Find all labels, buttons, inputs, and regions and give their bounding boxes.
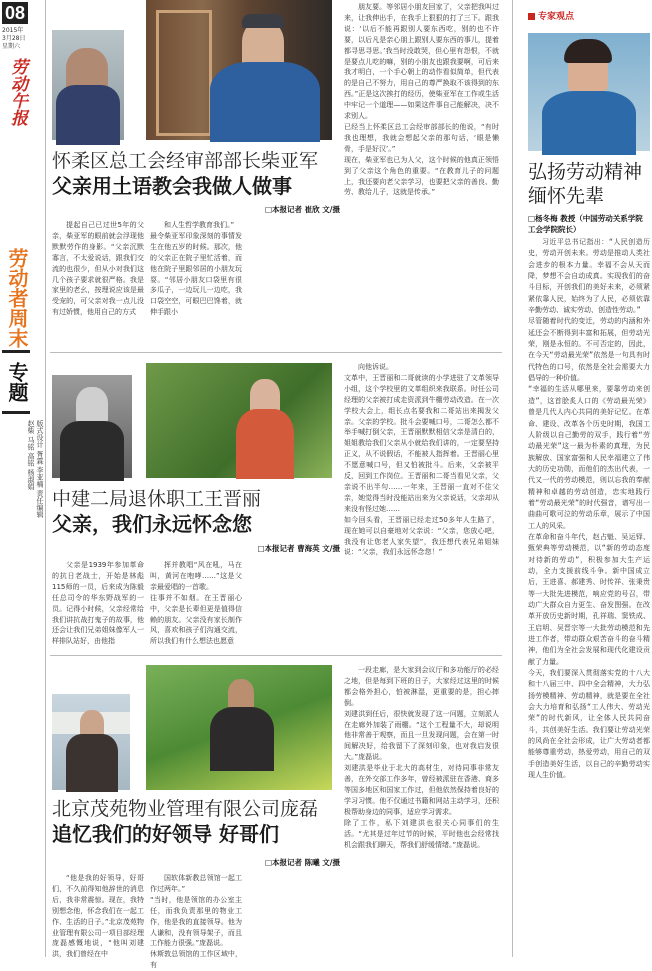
- page-number: 08: [2, 2, 28, 24]
- tag-square-icon: [528, 13, 535, 20]
- article1-photo-elderly-father: [52, 30, 124, 140]
- article1-body-col1: [52, 220, 144, 317]
- expert-text: 习近平总书记指出：“人民创造历史，劳动开创未来。劳动是推动人类社会进步的根本力量。幸福不会从天而降，梦想不会自动成真。实现我们的奋斗目标，开创我们的美好未来，必须紧紧依靠人民，始终为了人民，必须依靠辛勤劳动、诚实劳动、创造性劳动。” 尽管随着时代的变迁，劳动的内涵和外延还会不断得到丰富和拓展，但劳动光荣，刚是永恒的。不可否定的，因此，在今天“劳动最光荣”依然是一句具有时代特色的口号，依然是全社会需要大力倡导的一种价值。 “幸福的生活从哪里来，要靠劳动来创造”，这首脍炙人口的《劳动最光荣》曾是几代人内心共同的美好记忆。在革命、建设、改革各个历史时期，我国工人阶级以自己勤劳的双手，践行着“劳动最光荣”这一最为朴素的真理，为民族解放、国家富强和人民幸福建立了伟大的历史功勋，而他们的杰出代表，一代又一代的劳动模范，则以忘我的奉献精神和卓越的劳动创造，忠实地践行着“劳动最光荣”的时代强音，谱写出一曲曲可歌可泣的劳动乐章，展示了中国工人的风采。 在革命和奋斗年代，赵占魁、吴运铎、甄荣典等劳动模范，以“新的劳动态度对待新的劳动”，积极参加大生产运动，全力支援前线斗争。新中国成立后，王进喜、郝建秀、时传祥、张秉贵等一大批先进模范，响应党的号召，带动广大群众自力更生、奋发图强。在改革开放历史新时期，孔祥瑞、窦铁成、王启明、吴晋宗等一大批劳动模范和先进工作者，带动群众艰苦奋斗的奋斗精神，他们为全社会发展和现代化建设贡献了力量。 今天，我们要深入贯彻落实党的十八大和十八届三中、四中全会精神，大力弘扬劳模精神、劳动精神，就是要在全社会大力培育和弘扬“工人伟大、劳动光荣”的时代新风，让全体人民共同奋斗，共创美好生活。我们要让劳动光荣的风尚在全社会形成，让广大劳动者都能够尊重劳动，热爱劳动，用自己的双手创造美好生活，以自己的辛勤劳动实现人生价值。: [528, 238, 650, 780]
- article2-title-line1: 中建二局退休职工王晋丽: [52, 488, 262, 510]
- article-divider-1: [50, 352, 502, 353]
- expert-body: [528, 237, 650, 955]
- article1-text-col1: 提起自己已过世5年的父亲，柴亚军的眼前就会浮现他默默劳作的身影。“父亲沉默寡言，不太爱说话，跟我们交流的也很少，但从小对我们这几个孩子要求就很严格。我是家里的老幺，按理说应该是最受宠的，可父亲对我一点儿没有过娇惯，他用自己的方式: [52, 221, 144, 317]
- date-day: 3月28日: [2, 35, 26, 42]
- article3-text-col1: “他是我的好领导，好哥们，不久前得知他辞世的消息后，我非常震惊。现在，我特别想念他，怀念我们在一起工作、生活的日子。”北京茂苑物业管理有限公司一项目部经理庞磊感慨地说，“他叫刘建洪，我们曾经在中: [52, 874, 144, 959]
- editor-credits: 版式设计 胥霖 李亚楠 责任编辑 赵柴 马铭 高铭 杨淑娟: [27, 420, 44, 518]
- issue-date: [2, 27, 42, 51]
- rail-divider: [45, 0, 46, 957]
- article3-body-col2: [150, 873, 242, 970]
- article2-body-col3: [344, 362, 499, 644]
- article3-text-col3: 一段走廊，是大家到会议厅和多功能厅的必经之地，但是每到下班的日子，大家经过这里的时候都会格外担心，怕被淋湿，更重要的是，担心摔倒。 刘建洪到任后，很快就发现了这一问题，立刻派人在走廊外加装了雨棚。“这个工程量不大，却说明他非常善于观察，而且一旦发现问题，会在第一时间解决好，给我留下了深刻印象，也对我启发很大。”庞磊说。 刘建洪是毕业于北大的高材生，对待同事非常友善，在外交部工作多年，曾经被派驻在香港、商多等国多地区和国家工作过，但他依然保持着良好的学习习惯。他不仅通过书籍和网站主动学习，还积极帮助身边的同事，适应学习需求。 除了工作，私下刘建洪也很关心同事们的生活。“尤其是过年过节的时候，平时他也会经常找机会跟我们聊天，帮我们舒缓情绪。”庞磊说。: [344, 666, 499, 849]
- article1-text-col2: 和人生哲学教育我们。” 最令柴亚军印象深刻的事情发生在他五岁的时候。那次，他的父亲正在院子里忙活着，而他在院子里跟邻居的小朋友玩耍。“邻居小朋友口袋里有很多瓜子，一边玩儿一边吃，我口袋空空，可眼巴巴馋着，就伸手跟小: [150, 221, 242, 317]
- expert-tag-label: 专家观点: [538, 12, 575, 22]
- expert-byline: □杨冬梅 教授（中国劳动关系学院 工会学院院长）: [528, 214, 643, 234]
- article1-byline: □本报记者 崔欣 文/摄: [264, 205, 340, 214]
- article2-photo-wang-jinli: [146, 363, 332, 478]
- article3-title-line2: 追忆我们的好领导 好哥们: [52, 822, 279, 846]
- article-divider-2: [50, 655, 502, 656]
- article2-text-col2: 挥并教唱“风在吼，马在叫，黄河在咆哮……”这是父亲最爱唱的一首歌。 往事并不如烟。在王晋丽心中，父亲是长辈但更是值得信赖的朋友。父亲没有家长制作风，喜欢和孩子们沟通交流，所以我们有什么想法也愿意: [150, 561, 242, 646]
- article3-photo-liu-jianhong: [52, 694, 130, 790]
- article1-body-col2: [150, 220, 242, 317]
- article3-body-col1: [52, 873, 144, 959]
- expert-tag: [528, 9, 574, 22]
- article2-body-col1: [52, 560, 144, 646]
- article3-text-col2: 国软体新教总领馆一起工作过两年。” “当时，他是领馆的办公室主任，而我负责那里的物业工作，他是我的直接领导。他为人谦和，没有领导架子，而且工作能力很强。”庞磊说。 休斯敦总领馆的工作区域中，有: [150, 874, 242, 970]
- article2-text-col1: 父亲是1939年参加革命的抗日老战士，开始是林彪115师的一员，后来成为陈毅任总司令的华东野战军的一员。记得小时候，父亲经常给我们讲抗战打鬼子的故事，他还会让我们兄弟姐妹像军人一样排队站好，由他指: [52, 561, 144, 646]
- article1-title-line1: 怀柔区总工会经审部部长柴亚军: [52, 150, 319, 172]
- article3-photo-pang-lei: [146, 665, 332, 790]
- expert-photo-yang-dongmei: [528, 33, 650, 151]
- date-weekday: 星期六: [2, 43, 21, 50]
- article3-body-col3: [344, 665, 499, 955]
- article1-text-col3: 朋友要。等邻居小朋友回家了，父亲把我叫过来，让我伸出手，在我手上狠狠的打了三下。跟我说：‘以后不能再跟别人要东西吃，别的也不许要，以后凡是亲心朋上跟别人要东西的事儿，提着都寻思寻思。’我当时没敢哭，但心里有怨恨，不就是要点儿吃的嘛，别的小朋友也跟我要啊，可后来我才明白，一个手心朝上的动作看似简单，但代表的是自己不努力，用自己的尊严换取不该得到的东西。”正是这次挨打的经历，使柴亚军在工作或生活中牢记一个道理——如果这件事自己能解决，决不求别人。 已经当上怀柔区总工会经审部部长的他说，“有时我也理想，我就会想起父亲的那句话，‘眼是懒骨，手是好汉’。” 现在，柴亚军也已为人父，这个时候的他真正领悟到了父亲这个角色的重要。“在教育儿子的问题上，我还要向老父亲学习，也要把父亲的善良、勤劳、教给儿子，这就是传承。”: [344, 3, 499, 197]
- article3-byline: □本报记者 陈曦 文/摄: [264, 858, 340, 867]
- article2-photo-father-portrait: [52, 375, 132, 478]
- section-tag: 专题: [2, 350, 30, 414]
- article1-title-line2: 父亲用土语教会我做人做事: [52, 174, 292, 198]
- article2-byline: □本报记者 曹海英 文/摄: [257, 544, 340, 553]
- expert-column-divider: [512, 0, 513, 957]
- article1-body-col3: [344, 2, 499, 340]
- date-year: 2015年: [2, 27, 24, 34]
- expert-title-line2: 缅怀先辈: [528, 185, 605, 207]
- expert-title-line1: 弘扬劳动精神: [528, 161, 643, 183]
- article2-body-col2: [150, 560, 242, 646]
- section-name: 劳动者周末: [5, 248, 29, 348]
- article3-title-line1: 北京茂苑物业管理有限公司庞磊: [52, 798, 319, 820]
- article2-text-col3: 向他诉说。 文革中，王晋丽和二哥就读的小学进驻了文革领导小组，这个学校里的文革组织来我联系。时任公司经理的父亲被打成走资派到牛棚劳动改造。在一次学校大会上，组长点名要我和二哥站出来揭发父亲。父亲的学校。批斗会要喊口号，二哥怎么都不举手喊打倒父亲，王晋丽默默相信父亲是清白的，姐姐教给我们父亲从小就给我们讲的，一定要坚持正义，从不说假话，不能被人指挥着。王晋丽心里不愿意喊口号，但又怕被批斗。后来，父亲被平反，回到工作岗位。王晋丽和二哥当看见父亲，父亲说不出半句……一年来，王晋丽一直对不住父亲，她觉得当时没能站出来为父亲说话，父亲却从来没有怪过她…… 如今回头看，王晋丽已经走过50多年人生路了，现在她可以自豪地对父亲说：“父亲，您放心吧，我没有让您老人家失望”，我还想代表兄弟姐妹说：“父亲，我们永远怀念您！”: [344, 363, 499, 557]
- article2-title-line2: 父亲，我们永远怀念您: [52, 512, 252, 536]
- article1-photo-chai-yajun: [146, 0, 332, 140]
- newspaper-logo: 劳动午报: [7, 58, 27, 126]
